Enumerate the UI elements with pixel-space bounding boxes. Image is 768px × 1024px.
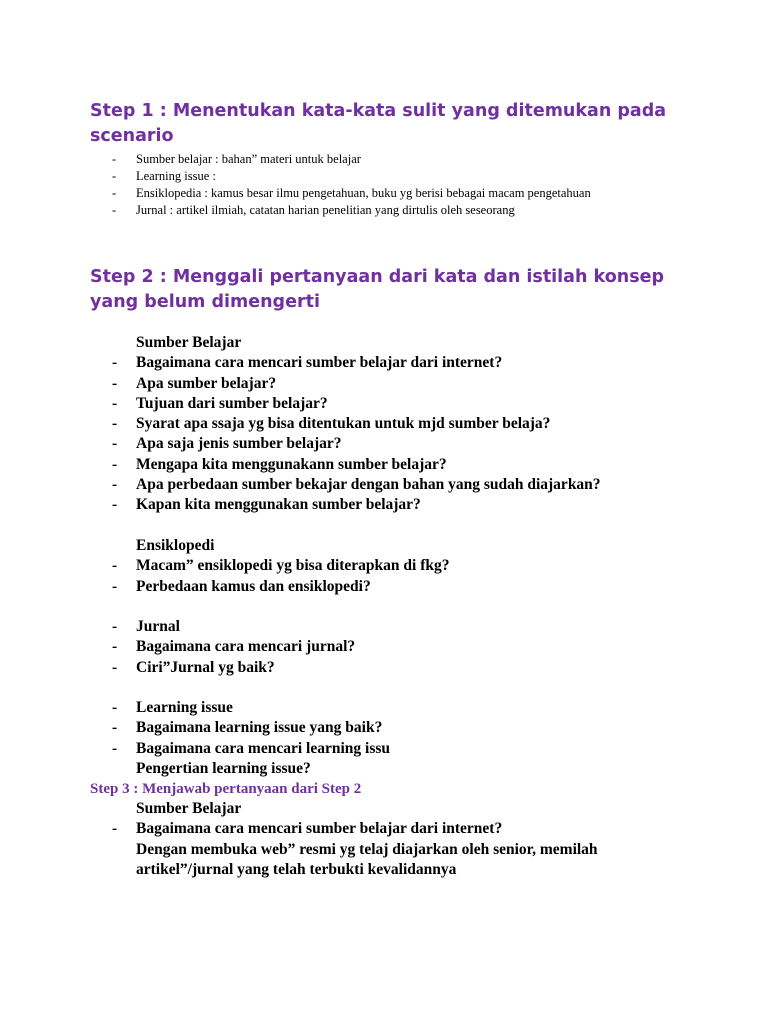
list-item: - Kapan kita menggunakan sumber belajar? bbox=[112, 495, 672, 515]
list-item: - Learning issue : bbox=[112, 168, 632, 185]
section-title: Sumber Belajar bbox=[136, 334, 242, 351]
list-item: - Sumber belajar : bahan” materi untuk belajar bbox=[112, 151, 632, 168]
answer-text: Dengan membuka web” resmi yg telaj diajarkan oleh senior, memilah artikel”/jurnal yang telah terbukti kevalidannya bbox=[136, 840, 598, 878]
list-item: - Bagaimana cara mencari jurnal? bbox=[112, 637, 672, 657]
sumber-belajar-section bbox=[112, 333, 672, 516]
list-item: - Apa sumber belajar? bbox=[112, 374, 672, 394]
step2-heading: Step 2 : Menggali pertanyaan dari kata dan istilah konsep yang belum dimengerti bbox=[90, 267, 665, 312]
step3-section bbox=[112, 799, 672, 880]
list-item: - Jurnal bbox=[112, 617, 672, 637]
list-item: - Syarat apa ssaja yg bisa ditentukan untuk mjd sumber belaja? bbox=[112, 414, 672, 434]
list-item: - Learning issue bbox=[112, 698, 672, 718]
list-item: - Bagaimana learning issue yang baik? bbox=[112, 718, 672, 738]
list-item: - Apa saja jenis sumber belajar? bbox=[112, 434, 672, 454]
section-title: Sumber Belajar bbox=[136, 800, 242, 817]
list-item: - Ciri”Jurnal yg baik? bbox=[112, 658, 672, 678]
list-item: - Jurnal : artikel ilmiah, catatan harian penelitian yang dirtulis oleh seseorang bbox=[112, 202, 632, 219]
list-item: - Bagaimana cara mencari sumber belajar dari internet? bbox=[112, 819, 672, 839]
list-item: - Tujuan dari sumber belajar? bbox=[112, 394, 672, 414]
list-item-continuation: Pengertian learning issue? bbox=[136, 759, 311, 777]
list-item: - Mengapa kita menggunakann sumber belajar? bbox=[112, 455, 672, 475]
list-item: - Bagaimana cara mencari sumber belajar dari internet? bbox=[112, 353, 672, 373]
ensiklopedi-section bbox=[112, 536, 672, 597]
jurnal-section bbox=[112, 617, 672, 678]
list-item: - Perbedaan kamus dan ensiklopedi? bbox=[112, 577, 672, 597]
step1-list bbox=[112, 151, 632, 219]
list-item: - Apa perbedaan sumber bekajar dengan bahan yang sudah diajarkan? bbox=[112, 475, 672, 495]
learning-issue-section bbox=[112, 698, 672, 779]
list-item: - Ensiklopedia : kamus besar ilmu pengetahuan, buku yg berisi bebagai macam pengetahuan bbox=[112, 185, 632, 202]
list-item: - Bagaimana cara mencari learning issu bbox=[112, 739, 672, 759]
list-item: - Macam” ensiklopedi yg bisa diterapkan di fkg? bbox=[112, 556, 672, 576]
section-title: Ensiklopedi bbox=[136, 537, 215, 554]
step3-heading: Step 3 : Menjawab pertanyaan dari Step 2 bbox=[90, 781, 362, 797]
step1-heading: Step 1 : Menentukan kata-kata sulit yang ditemukan pada scenario bbox=[90, 101, 667, 146]
